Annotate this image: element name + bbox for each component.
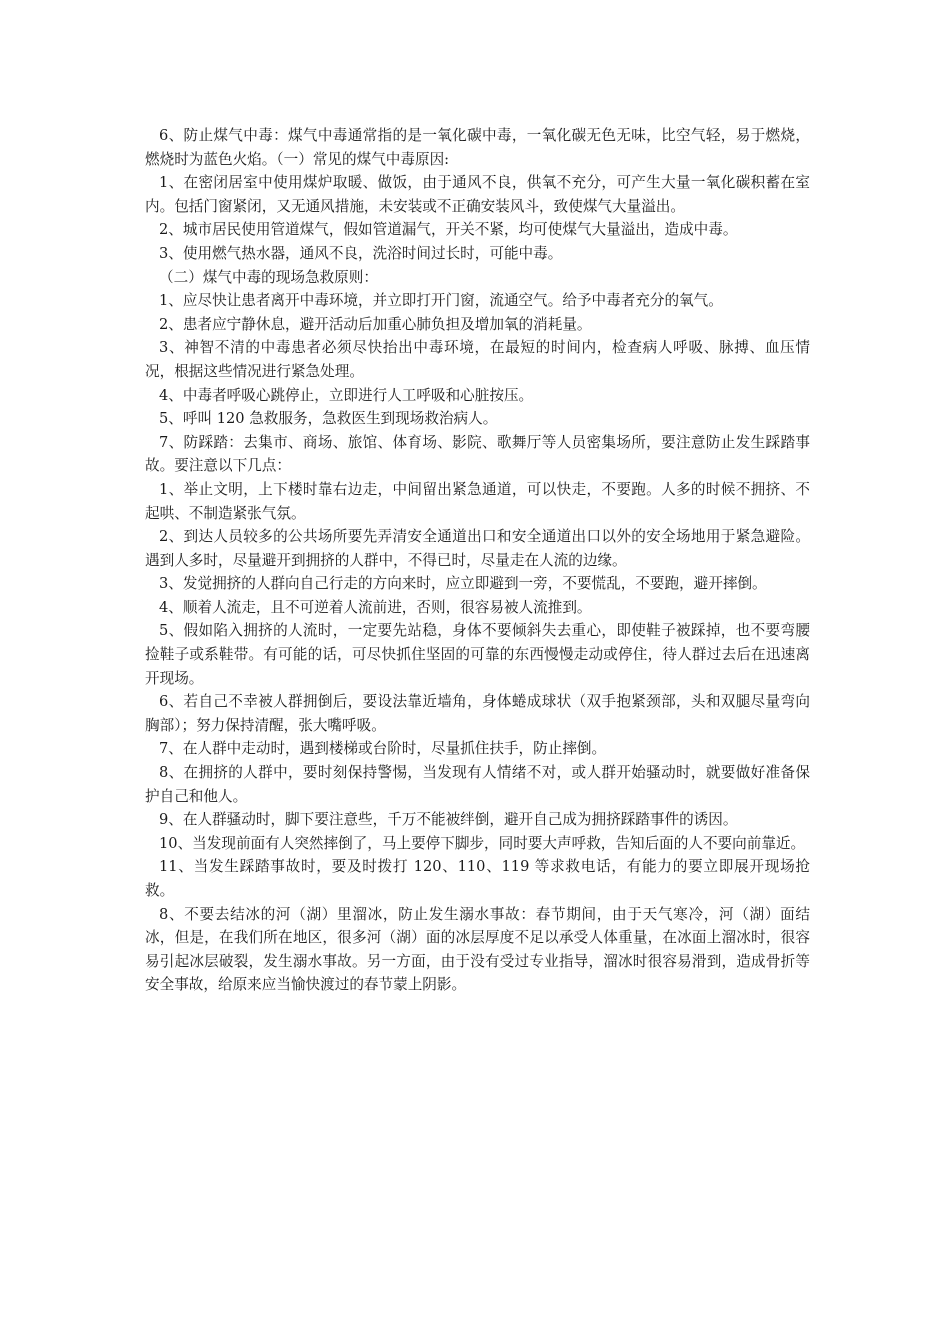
- paragraph-stampede-1: 1、举止文明，上下楼时靠右边走，中间留出紧急通道，可以快走，不要跑。人多的时候不拥挤、不起哄、不制造紧张气氛。: [145, 480, 810, 522]
- paragraph-first-aid-3: 3、神智不清的中毒患者必须尽快抬出中毒环境，在最短的时间内，检查病人呼吸、脉搏、血压情况，根据这些情况进行紧急处理。: [145, 339, 810, 380]
- paragraph-stampede-11: 11、当发生踩踏事故时，要及时拨打 120、110、119 等求救电话，有能力的要立即展开现场抢救。: [145, 858, 810, 899]
- paragraph-first-aid-4: 4、中毒者呼吸心跳停止，立即进行人工呼吸和心脏按压。: [159, 386, 534, 404]
- paragraph-stampede-8: 8、在拥挤的人群中，要时刻保持警惕，当发现有人情绪不对，或人群开始骚动时，就要做好准备保护自己和他人。: [145, 764, 810, 805]
- paragraph-gas-poisoning-intro: 6、防止煤气中毒：煤气中毒通常指的是一氧化碳中毒，一氧化碳无色无味，比空气轻，易于燃烧，燃烧时为蓝色火焰。（一）常见的煤气中毒原因:: [145, 127, 810, 168]
- paragraph-cause-1: 1、在密闭居室中使用煤炉取暖、做饭，由于通风不良，供氧不充分，可产生大量一氧化碳积蓄在室内。包括门窗紧闭，又无通风措施，未安装或不正确安装风斗，致使煤气大量溢出。: [145, 174, 810, 215]
- paragraph-first-aid-1: 1、应尽快让患者离开中毒环境，并立即打开门窗，流通空气。给予中毒者充分的氧气。: [159, 292, 723, 310]
- paragraph-cause-3: 3、使用燃气热水器，通风不良，洗浴时间过长时，可能中毒。: [159, 244, 563, 262]
- paragraph-stampede-6: 6、若自己不幸被人群拥倒后，要设法靠近墙角，身体蜷成球状（双手抱紧颈部，头和双腿尽量弯向胸部）；努力保持清醒，张大嘴呼吸。: [145, 693, 810, 734]
- paragraph-stampede-4: 4、顺着人流走，且不可逆着人流前进，否则，很容易被人流推到。: [159, 598, 592, 616]
- paragraph-first-aid-heading: （二）煤气中毒的现场急救原则：: [159, 268, 378, 286]
- paragraph-ice-skating: 8、不要去结冰的河（湖）里溜冰，防止发生溺水事故：春节期间，由于天气寒冷，河（湖）面结冰，但是，在我们所在地区，很多河（湖）面的冰层厚度不足以承受人体重量，在冰面上溜冰时，很容易引起冰层破裂，发生溺水事故。另一方面，由于没有受过专业指导，溜冰时很容易滑到，造成骨折等安全事故，给原来应当愉快渡过的春节蒙上阴影。: [145, 905, 810, 994]
- paragraph-cause-2: 2、城市居民使用管道煤气，假如管道漏气，开关不紧，均可使煤气大量溢出，造成中毒。: [159, 221, 738, 239]
- paragraph-stampede-5: 5、假如陷入拥挤的人流时，一定要先站稳，身体不要倾斜失去重心，即使鞋子被踩掉，也不要弯腰捡鞋子或系鞋带。有可能的话，可尽快抓住坚固的可靠的东西慢慢走动或停住，待人群过去后在迅速离开现场。: [145, 622, 810, 687]
- paragraph-stampede-3: 3、发觉拥挤的人群向自己行走的方向来时，应立即避到一旁，不要慌乱，不要跑，避开摔倒。: [159, 575, 767, 593]
- paragraph-stampede-2: 2、到达人员较多的公共场所要先弄清安全通道出口和安全通道出口以外的安全场地用于紧急避险。遇到人多时，尽量避开到拥挤的人群中，不得已时，尽量走在人流的边缘。: [145, 528, 810, 569]
- paragraph-stampede-intro: 7、防踩踏：去集市、商场、旅馆、体育场、影院、歌舞厅等人员密集场所，要注意防止发生踩踏事故。要注意以下几点：: [145, 433, 810, 475]
- paragraph-first-aid-5: 5、呼叫 120 急救服务，急救医生到现场救治病人。: [159, 410, 498, 428]
- paragraph-first-aid-2: 2、患者应宁静休息，避开活动后加重心肺负担及增加氧的消耗量。: [159, 315, 592, 333]
- document-body: [145, 124, 810, 997]
- paragraph-stampede-9: 9、在人群骚动时，脚下要注意些，千万不能被绊倒，避开自己成为拥挤踩踏事件的诱因。: [159, 811, 738, 829]
- paragraph-stampede-10: 10、当发现前面有人突然摔倒了，马上要停下脚步，同时要大声呼救，告知后面的人不要向前靠近。: [159, 834, 806, 852]
- paragraph-stampede-7: 7、在人群中走动时，遇到楼梯或台阶时，尽量抓住扶手，防止摔倒。: [159, 740, 607, 758]
